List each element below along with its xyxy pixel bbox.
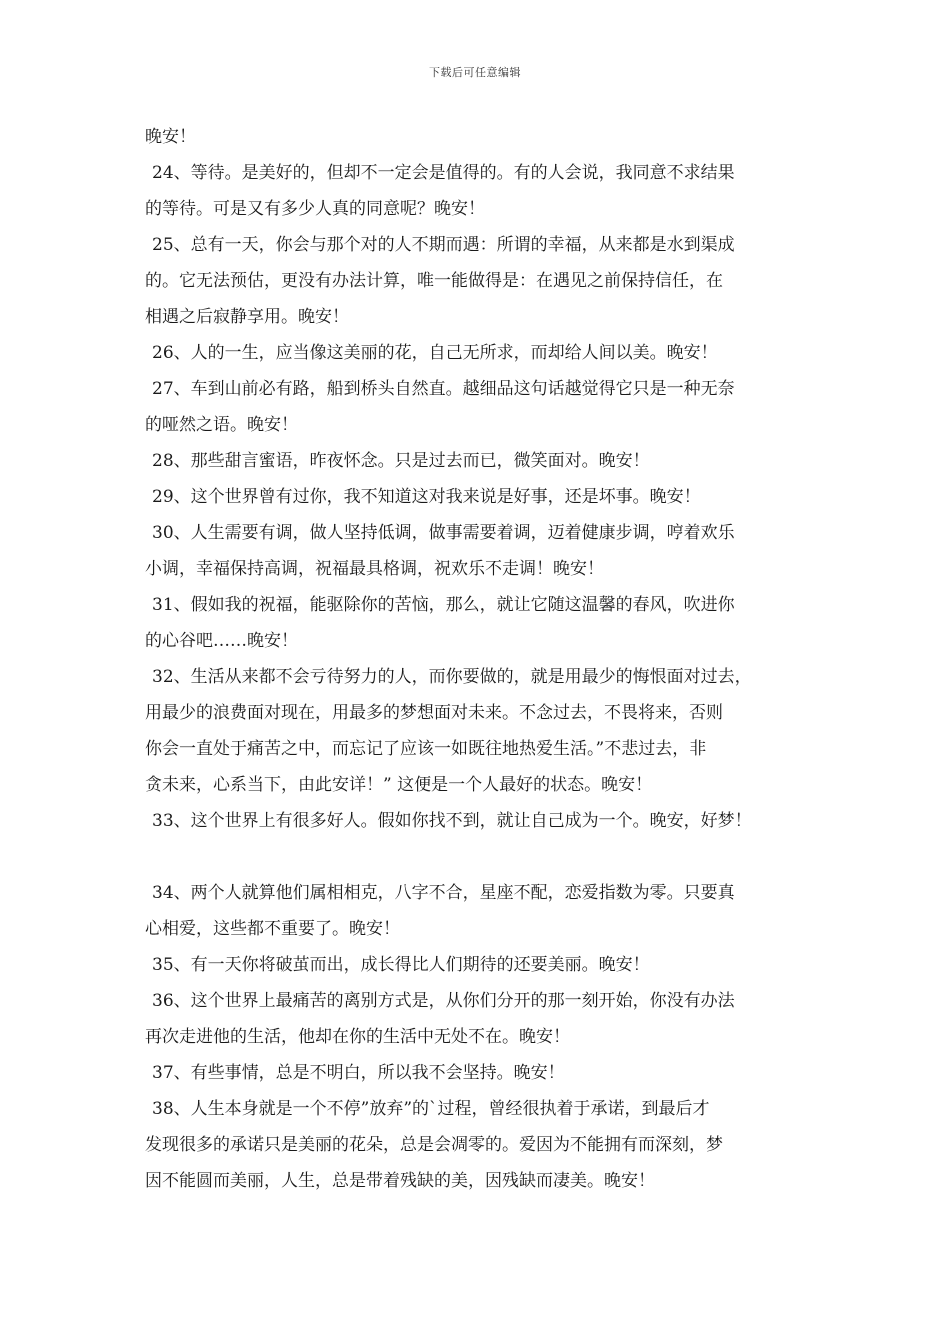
text-line: 38、人生本身就是一个不停”放弃”的`过程，曾经很执着于承诺，到最后才	[152, 1099, 710, 1119]
text-line: 心相爱，这些都不重要了。晚安！	[145, 919, 400, 939]
text-line: 晚安！	[145, 127, 196, 147]
text-line: 33、这个世界上有很多好人。假如你找不到，就让自己成为一个。晚安，好梦！	[152, 811, 752, 831]
text-line: 25、总有一天，你会与那个对的人不期而遇：所谓的幸福，从来都是水到渠成	[152, 235, 735, 255]
blank-line	[145, 839, 825, 875]
text-line: 发现很多的承诺只是美丽的花朵，总是会凋零的。爱因为不能拥有而深刻，梦	[145, 1135, 723, 1155]
text-line: 贪未来，心系当下，由此安详！” 这便是一个人最好的状态。晚安！	[145, 775, 653, 795]
text-line: 你会一直处于痛苦之中，而忘记了应该一如既往地热爱生活。”不悲过去，非	[145, 739, 707, 759]
text-line: 26、人的一生，应当像这美丽的花，自己无所求，而却给人间以美。晚安！	[152, 343, 718, 363]
text-line: 28、那些甜言蜜语，昨夜怀念。只是过去而已，微笑面对。晚安！	[152, 451, 650, 471]
text-line: 34、两个人就算他们属相相克，八字不合，星座不配，恋爱指数为零。只要真	[152, 883, 735, 903]
text-line: 的哑然之语。晚安！	[145, 415, 298, 435]
text-line: 27、车到山前必有路，船到桥头自然直。越细品这句话越觉得它只是一种无奈	[152, 379, 735, 399]
text-line: 29、这个世界曾有过你，我不知道这对我来说是好事，还是坏事。晚安！	[152, 487, 701, 507]
text-line: 24、等待。是美好的，但却不一定会是值得的。有的人会说，我同意不求结果	[152, 163, 735, 183]
text-line: 36、这个世界上最痛苦的离别方式是，从你们分开的那一刻开始，你没有办法	[152, 991, 735, 1011]
text-line: 31、假如我的祝福，能驱除你的苦恼，那么，就让它随这温馨的春风，吹进你	[152, 595, 735, 615]
text-line: 因不能圆而美丽，人生，总是带着残缺的美，因残缺而凄美。晚安！	[145, 1171, 655, 1191]
text-line: 用最少的浪费面对现在，用最多的梦想面对未来。不念过去，不畏将来，否则	[145, 703, 723, 723]
text-line: 30、人生需要有调，做人坚持低调，做事需要着调，迈着健康步调，哼着欢乐	[152, 523, 735, 543]
text-line: 的。它无法预估，更没有办法计算，唯一能做得是：在遇见之前保持信任，在	[145, 271, 723, 291]
text-line: 的等待。可是又有多少人真的同意呢？晚安！	[145, 199, 485, 219]
text-line: 的心谷吧……晚安！	[145, 631, 298, 651]
text-line: 37、有些事情，总是不明白，所以我不会坚持。晚安！	[152, 1063, 565, 1083]
text-line: 相遇之后寂静享用。晚安！	[145, 307, 349, 327]
page-header: 下载后可任意编辑	[429, 66, 521, 79]
text-line: 再次走进他的生活，他却在你的生活中无处不在。晚安！	[145, 1027, 570, 1047]
text-line: 小调，幸福保持高调，祝福最具格调，祝欢乐不走调！晚安！	[145, 559, 604, 579]
text-line: 35、有一天你将破茧而出，成长得比人们期待的还要美丽。晚安！	[152, 955, 650, 975]
document-body	[145, 119, 825, 1199]
text-line: 32、生活从来都不会亏待努力的人，而你要做的，就是用最少的悔恨面对过去，	[152, 667, 752, 687]
